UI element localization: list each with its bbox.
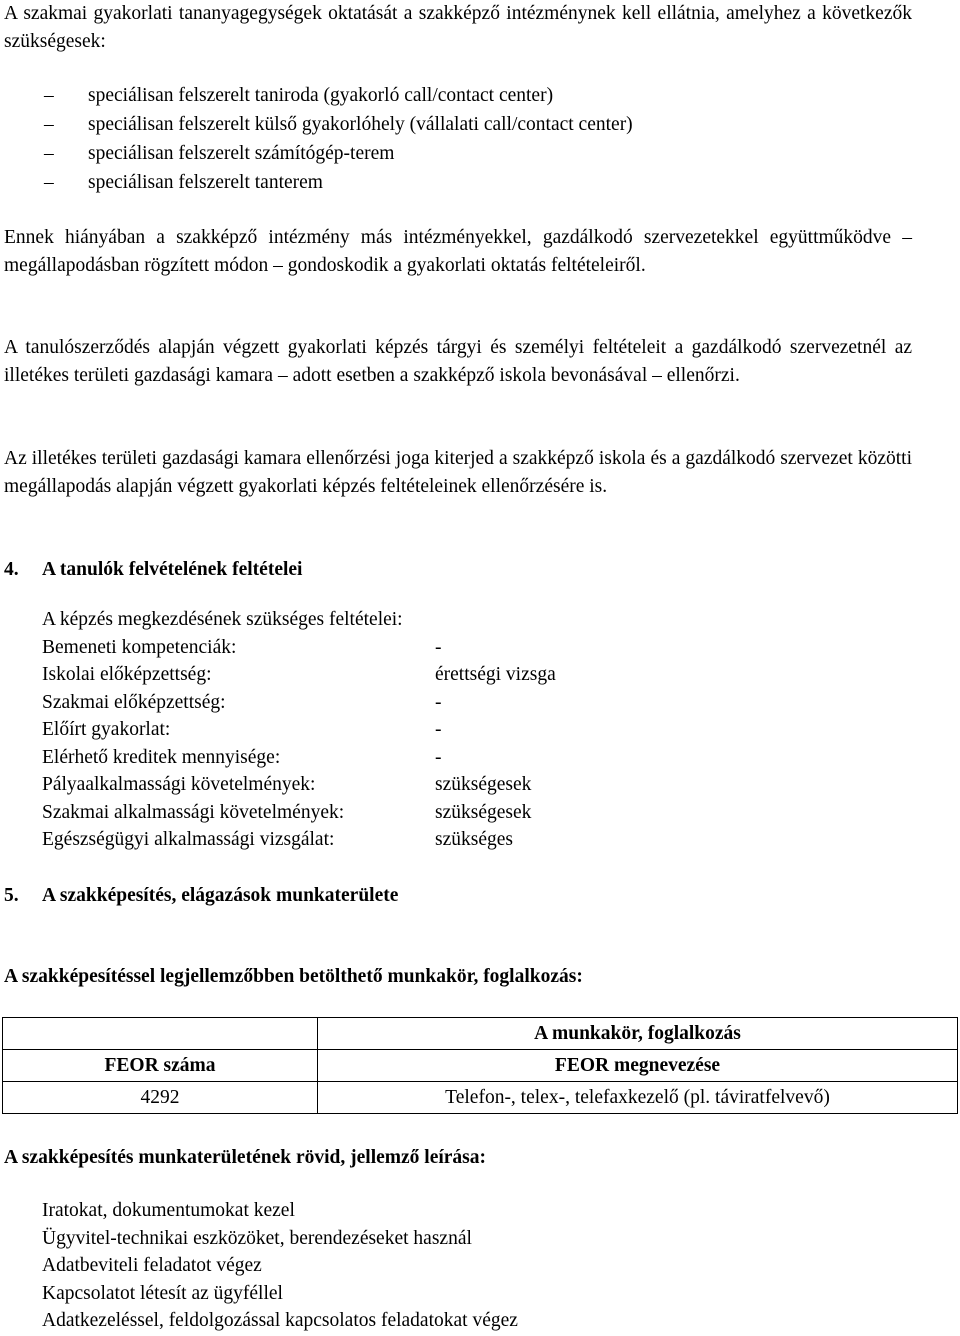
- table-cell-code: 4292: [3, 1082, 318, 1114]
- table-header-main: A munkakör, foglalkozás: [318, 1018, 958, 1050]
- section-5-heading: [4, 882, 398, 909]
- requirement-row: Egészségügyi alkalmassági vizsgálat: szükséges: [42, 829, 513, 850]
- intro-paragraph-4: Az illetékes területi gazdasági kamara ellenőrzési joga kiterjed a szakképző iskola és a gazdálkodó szervezet közötti megállapodás alapján végzett gyakorlati képzés feltételeinek ellenőrzésére is.: [4, 448, 912, 497]
- requirements-list: [4, 81, 912, 197]
- list-item: – speciálisan felszerelt tanterem: [4, 168, 912, 197]
- jobs-table: [2, 1017, 958, 1114]
- section-4-heading: [4, 556, 302, 583]
- section-number: 5.: [4, 885, 19, 906]
- requirement-row: Pályaalkalmassági követelmények: szükségesek: [42, 774, 532, 795]
- table-header-blank: [3, 1018, 318, 1050]
- list-item: – speciálisan felszerelt külső gyakorlóhely (vállalati call/contact center): [4, 110, 912, 139]
- jobs-heading: A szakképesítéssel legjellemzőbben betölthető munkakör, foglalkozás:: [4, 966, 583, 987]
- requirement-row: Előírt gyakorlat: -: [42, 719, 442, 740]
- intro-paragraph-3: A tanulószerződés alapján végzett gyakorlati képzés tárgyi és személyi feltételeit a gazdálkodó szervezetnél az illetékes területi gazdasági kamara – adott esetben a szakképző iskola bevonásával – ellenőrzi.: [4, 337, 912, 386]
- admission-requirements: [4, 606, 912, 854]
- dash-marker: –: [44, 114, 54, 135]
- intro-paragraph-2: Ennek hiányában a szakképző intézmény más intézményekkel, gazdálkodó szervezetekkel együttműködve – megállapodásban rögzített módon – gondoskodik a gyakorlati oktatás feltételeiről.: [4, 227, 912, 276]
- list-item: – speciálisan felszerelt taniroda (gyakorló call/contact center): [4, 81, 912, 110]
- section-title: A tanulók felvételének feltételei: [42, 559, 303, 580]
- list-item: Iratokat, dokumentumokat kezel: [42, 1200, 295, 1221]
- section-title: A szakképesítés, elágazások munkaterülete: [42, 885, 399, 906]
- section-number: 4.: [4, 559, 19, 580]
- description-list: [4, 1197, 912, 1335]
- list-item: Kapcsolatot létesít az ügyféllel: [42, 1282, 283, 1304]
- dash-marker: –: [44, 172, 54, 193]
- requirement-row: Elérhető kreditek mennyisége: -: [42, 746, 442, 768]
- list-item: – speciálisan felszerelt számítógép-terem: [4, 139, 912, 168]
- dash-marker: –: [44, 85, 54, 106]
- requirement-row: Iskolai előképzettség: érettségi vizsga: [42, 664, 556, 685]
- description-heading: A szakképesítés munkaterületének rövid, jellemző leírása:: [4, 1147, 487, 1168]
- requirement-row: Szakmai alkalmassági követelmények: szükségesek: [42, 801, 532, 823]
- requirements-subtitle: A képzés megkezdésének szükséges feltételei:: [42, 609, 403, 630]
- requirement-row: Bemeneti kompetenciák: -: [42, 636, 442, 658]
- list-item: Adatbeviteli feladatot végez: [42, 1255, 262, 1276]
- dash-marker: –: [44, 143, 54, 164]
- table-col-header-code: FEOR száma: [3, 1050, 318, 1082]
- table-row: [3, 1082, 958, 1114]
- table-header-row: [3, 1018, 958, 1050]
- table-header-row: [3, 1050, 958, 1082]
- table-col-header-name: FEOR megnevezése: [318, 1050, 958, 1082]
- requirement-row: Szakmai előképzettség: -: [42, 691, 442, 713]
- list-item: Adatkezeléssel, feldolgozással kapcsolatos feladatokat végez: [42, 1310, 518, 1331]
- list-item: Ügyvitel-technikai eszközöket, berendezéseket használ: [42, 1227, 472, 1249]
- table-cell-name: Telefon-, telex-, telefaxkezelő (pl. táviratfelvevő): [318, 1082, 958, 1114]
- intro-paragraph-1: A szakmai gyakorlati tananyagegységek oktatását a szakképző intézménynek kell ellátnia, amelyhez a következők szükségesek:: [4, 3, 912, 52]
